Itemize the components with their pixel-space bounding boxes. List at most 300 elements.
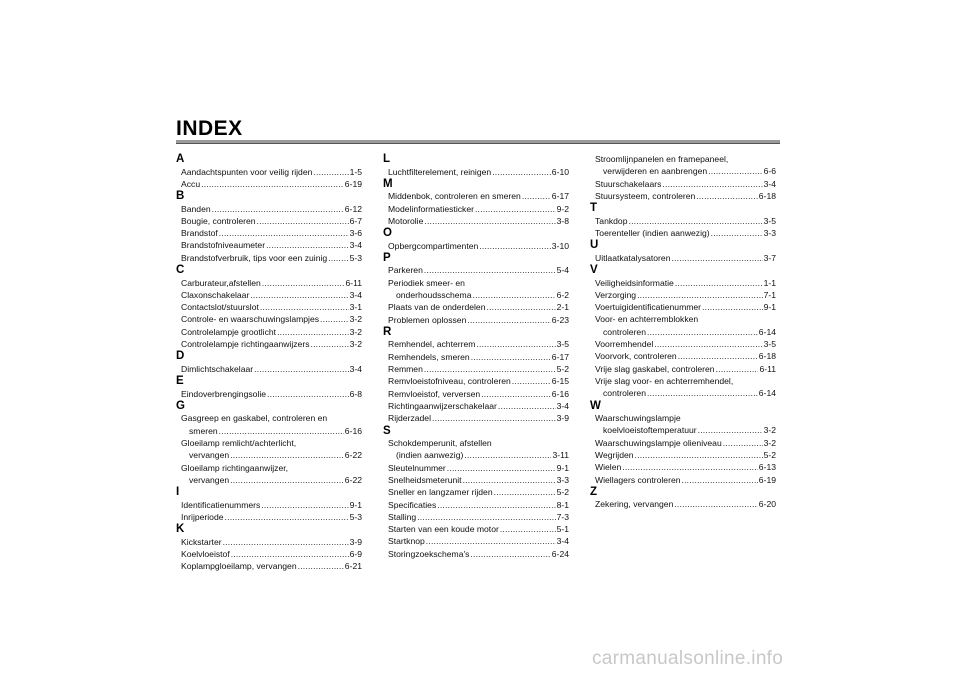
- index-entry-text: Motorolie: [388, 215, 424, 226]
- index-page-number: 6-7: [349, 215, 362, 226]
- index-entry: [176, 363, 362, 375]
- index-page-number: 3-5: [763, 339, 776, 350]
- index-letter-heading: L: [383, 153, 391, 165]
- index-entry-text: Voorvork, controleren: [595, 351, 677, 362]
- index-entry-text: Koelvloeistof: [181, 549, 230, 560]
- index-page-number: 3-11: [552, 450, 569, 461]
- index-page-number: 7-1: [763, 289, 776, 300]
- index-entry: [590, 215, 776, 227]
- index-letter-heading: Z: [590, 485, 598, 498]
- dot-leader: [463, 474, 556, 486]
- index-entry: [383, 240, 569, 252]
- index-letter-heading: A: [176, 153, 185, 165]
- index-entry-text: Wiellagers controleren: [595, 474, 681, 485]
- index-page-number: 3-9: [556, 413, 569, 424]
- index-letter-heading: G: [176, 399, 185, 412]
- dot-leader: [250, 289, 348, 301]
- index-entry-text: Startknop: [388, 536, 425, 547]
- index-page-number: 6-6: [763, 166, 776, 177]
- index-entry: [590, 252, 776, 264]
- index-entry-text: Storingzoekschema's: [388, 548, 470, 559]
- dot-leader: [254, 363, 348, 375]
- index-entry: [176, 227, 362, 239]
- index-entry-heading: Vrije slag voor- en achterremhendel,: [595, 375, 734, 386]
- index-page-number: 6-17: [551, 351, 569, 362]
- index-entry-text: vervangen: [189, 474, 230, 485]
- index-entry-text: controleren: [603, 388, 646, 399]
- index-entry-text: Wegrijden: [595, 449, 634, 460]
- dot-leader: [479, 240, 551, 252]
- index-entry-text: onderhoudsschema: [396, 290, 472, 301]
- index-entry-text: Controlelampje richtingaanwijzers: [181, 339, 310, 350]
- index-entry: [383, 412, 569, 424]
- dot-leader: [494, 486, 556, 498]
- dot-leader: [708, 165, 762, 177]
- index-page-number: 7-3: [556, 511, 569, 522]
- index-entry: [176, 289, 362, 301]
- index-entry: [383, 289, 569, 301]
- index-entry: [176, 178, 362, 190]
- index-entry-text: Kickstarter: [181, 536, 222, 547]
- index-entry-text: Inrijperiode: [181, 512, 224, 523]
- dot-leader: [424, 264, 556, 276]
- index-entry-text: Problemen oplossen: [388, 314, 467, 325]
- index-page-number: 3-2: [349, 326, 362, 337]
- dot-leader: [654, 338, 762, 350]
- dot-leader: [219, 425, 344, 437]
- index-letter-heading: T: [590, 202, 598, 215]
- index-entry-text: verwijderen en aanbrengen: [603, 166, 708, 177]
- index-letter-heading: K: [176, 523, 185, 536]
- dot-leader: [219, 227, 349, 239]
- dot-leader: [426, 535, 556, 547]
- index-entry: [176, 536, 362, 548]
- index-entry-text: Aandachtspunten voor veilig rijden: [181, 166, 313, 177]
- index-entry: [590, 449, 776, 461]
- index-page-number: 5-3: [349, 252, 362, 263]
- index-column-2: [383, 153, 569, 560]
- index-page-number: 6-18: [758, 190, 776, 201]
- index-entry-text: Opbergcompartimenten: [388, 240, 479, 251]
- index-column-3: [590, 153, 776, 511]
- index-entry-heading: Gasgreep en gaskabel, controleren en: [181, 413, 328, 424]
- index-entry: [176, 239, 362, 251]
- index-letter-heading: D: [176, 350, 185, 363]
- index-entry-text: Remvloeistof, verversen: [388, 388, 481, 399]
- index-entry-heading: Gloeilamp richtingaanwijzer,: [181, 462, 288, 473]
- dot-leader: [647, 387, 758, 399]
- dot-leader: [311, 338, 349, 350]
- index-entry-heading: Gloeilamp remlicht/achterlicht,: [181, 438, 297, 449]
- index-entry: [176, 338, 362, 350]
- index-entry-text: Waarschuwingslampje olieniveau: [595, 437, 722, 448]
- index-page-number: 3-4: [763, 178, 776, 189]
- dot-leader: [212, 203, 344, 215]
- index-entry: [590, 437, 776, 449]
- index-entry-text: Dimlichtschakelaar: [181, 363, 254, 374]
- index-page-number: 3-4: [556, 536, 569, 547]
- index-entry: [383, 523, 569, 535]
- dot-leader: [492, 166, 551, 178]
- index-page-number: 5-2: [556, 487, 569, 498]
- index-entry-text: Brandstofverbruik, tips voor een zuinig: [181, 252, 328, 263]
- dot-leader: [261, 499, 348, 511]
- index-entry-text: Richtingaanwijzerschakelaar: [388, 400, 497, 411]
- dot-leader: [475, 203, 556, 215]
- dot-leader: [230, 474, 344, 486]
- index-entry: [383, 338, 569, 350]
- index-entry: [383, 314, 569, 326]
- dot-leader: [473, 289, 556, 301]
- index-page-number: 6-8: [349, 388, 362, 399]
- dot-leader: [328, 252, 348, 264]
- dot-leader: [260, 301, 349, 313]
- index-letter-heading: U: [590, 239, 599, 252]
- index-letter-heading: O: [383, 227, 392, 240]
- index-entry: [590, 338, 776, 350]
- index-entry-text: Verzorging: [595, 289, 637, 300]
- index-entry: [176, 388, 362, 400]
- index-page-number: 5-2: [556, 364, 569, 375]
- index-entry-text: Snelheidsmeterunit: [388, 474, 462, 485]
- index-entry-heading: Schokdemperunit, afstellen: [388, 438, 492, 449]
- dot-leader: [267, 388, 349, 400]
- index-letter-heading: E: [176, 375, 184, 388]
- dot-leader: [675, 277, 763, 289]
- dot-leader: [464, 449, 551, 461]
- dot-leader: [674, 498, 757, 510]
- index-entry: [590, 474, 776, 486]
- index-page-number: 6-16: [551, 388, 569, 399]
- index-entry-text: smeren: [189, 425, 218, 436]
- index-page-number: 9-1: [763, 302, 776, 313]
- index-entry-text: Stuursysteem, controleren: [595, 190, 696, 201]
- index-page-number: 3-4: [349, 240, 362, 251]
- index-page-number: 5-2: [763, 449, 776, 460]
- index-entry-text: Starten van een koude motor: [388, 524, 499, 535]
- index-page-number: 3-1: [349, 302, 362, 313]
- dot-leader: [522, 190, 551, 202]
- index-entry-text: Remvloeistofniveau, controleren: [388, 376, 511, 387]
- dot-leader: [629, 215, 763, 227]
- dot-leader: [266, 239, 349, 251]
- dot-leader: [711, 227, 763, 239]
- index-entry: [590, 461, 776, 473]
- index-page-number: 3-6: [349, 228, 362, 239]
- dot-leader: [486, 301, 555, 313]
- index-page-number: 3-4: [556, 400, 569, 411]
- index-entry: [176, 166, 362, 178]
- index-entry-text: Bougie, controleren: [181, 215, 256, 226]
- index-entry: [590, 350, 776, 362]
- index-page-number: 6-16: [344, 425, 362, 436]
- index-page-number: 6-10: [551, 166, 569, 177]
- index-entry-text: Controle- en waarschuwingslampjes: [181, 314, 320, 325]
- dot-leader: [320, 313, 349, 325]
- index-entry-heading: Periodiek smeer- en: [388, 277, 465, 288]
- index-page-number: 9-1: [556, 462, 569, 473]
- index-page-number: 6-19: [344, 178, 362, 189]
- index-entry: [590, 165, 776, 177]
- index-page-number: 6-11: [345, 277, 362, 288]
- index-page-number: 6-14: [758, 388, 776, 399]
- index-page-number: 3-9: [349, 536, 362, 547]
- dot-leader: [682, 474, 758, 486]
- index-entry: [590, 227, 776, 239]
- index-page-number: 3-8: [556, 215, 569, 226]
- index-page-number: 6-12: [344, 203, 362, 214]
- dot-leader: [432, 412, 556, 424]
- index-entry-text: Eindoverbrengingsolie: [181, 388, 267, 399]
- index-entry: [590, 301, 776, 313]
- index-entry: [383, 166, 569, 178]
- index-page-number: 3-7: [763, 252, 776, 263]
- index-page-number: 3-5: [763, 215, 776, 226]
- dot-leader: [424, 363, 556, 375]
- dot-leader: [230, 449, 344, 461]
- index-entry-text: Sleutelnummer: [388, 462, 446, 473]
- index-page-number: 3-5: [556, 339, 569, 350]
- index-entry-text: Brandstof: [181, 228, 218, 239]
- index-entry-text: Wielen: [595, 462, 622, 473]
- watermark: carmanualsonline.info: [592, 648, 784, 669]
- index-letter-heading: I: [176, 486, 180, 499]
- index-entry-heading: Voor- en achterremblokken: [595, 314, 699, 325]
- index-entry: [383, 400, 569, 412]
- dot-leader: [622, 461, 758, 473]
- index-page-number: 6-23: [551, 314, 569, 325]
- index-page-number: 5-1: [556, 524, 569, 535]
- dot-leader: [201, 178, 344, 190]
- index-entry-text: Controlelampje grootlicht: [181, 326, 277, 337]
- index-letter-heading: R: [383, 325, 392, 338]
- dot-leader: [635, 449, 763, 461]
- index-entry-text: Uitlaatkatalysatoren: [595, 252, 671, 263]
- dot-leader: [723, 437, 763, 449]
- page-title: INDEX: [176, 117, 243, 140]
- dot-leader: [481, 388, 551, 400]
- index-entry-text: (indien aanwezig): [396, 450, 464, 461]
- index-entry: [176, 449, 362, 461]
- index-page-number: 9-1: [349, 499, 362, 510]
- index-entry-text: Banden: [181, 203, 211, 214]
- index-page-number: 6-9: [349, 549, 362, 560]
- index-entry: [590, 498, 776, 510]
- index-entry: [383, 363, 569, 375]
- dot-leader: [424, 215, 555, 227]
- index-page-number: 6-22: [344, 450, 362, 461]
- index-entry-text: Veiligheidsinformatie: [595, 277, 674, 288]
- index-entry-text: Luchtfilterelement, reinigen: [388, 166, 492, 177]
- index-page-number: 6-20: [758, 499, 776, 510]
- index-entry: [383, 449, 569, 461]
- index-page-number: 3-3: [763, 227, 776, 238]
- dot-leader: [696, 190, 757, 202]
- index-entry-text: Stuurschakelaars: [595, 178, 662, 189]
- dot-leader: [223, 536, 349, 548]
- index-page-number: 6-2: [556, 290, 569, 301]
- index-entry-text: Claxonschakelaar: [181, 289, 250, 300]
- dot-leader: [262, 277, 345, 289]
- index-entry: [176, 277, 362, 289]
- index-page-number: 6-18: [758, 351, 776, 362]
- dot-leader: [417, 511, 555, 523]
- dot-leader: [467, 314, 550, 326]
- index-entry-text: Remmen: [388, 364, 423, 375]
- dot-leader: [678, 350, 758, 362]
- index-entry-text: Rijderzadel: [388, 413, 431, 424]
- index-entry: [590, 178, 776, 190]
- index-entry-text: Carburateur,afstellen: [181, 277, 261, 288]
- index-entry: [176, 301, 362, 313]
- dot-leader: [231, 548, 349, 560]
- index-page-number: 6-17: [551, 191, 569, 202]
- index-page-number: 3-2: [763, 437, 776, 448]
- index-entry-text: vervangen: [189, 450, 230, 461]
- index-entry: [383, 548, 569, 560]
- index-page-number: 3-3: [556, 474, 569, 485]
- index-entry: [590, 363, 776, 375]
- index-entry: [383, 388, 569, 400]
- index-column-1: [176, 153, 362, 573]
- index-page-number: 5-4: [556, 265, 569, 276]
- index-entry: [590, 387, 776, 399]
- index-entry: [383, 474, 569, 486]
- index-letter-heading: W: [590, 399, 601, 412]
- index-entry-text: Plaats van de onderdelen: [388, 302, 486, 313]
- dot-leader: [470, 548, 550, 560]
- index-letter-heading: P: [383, 251, 391, 264]
- dot-leader: [512, 375, 551, 387]
- index-page-number: 3-2: [349, 339, 362, 350]
- dot-leader: [702, 301, 763, 313]
- index-entry: [176, 474, 362, 486]
- index-entry-text: koelvloeistoftemperatuur: [603, 425, 697, 436]
- dot-leader: [257, 215, 349, 227]
- index-entry-text: Contactslot/stuurslot: [181, 302, 259, 313]
- index-page-number: 3-10: [551, 240, 569, 251]
- index-entry: [176, 548, 362, 560]
- index-page-number: 6-11: [759, 363, 776, 374]
- index-entry-text: Brandstofniveaumeter: [181, 240, 266, 251]
- index-page-number: 1-1: [763, 277, 776, 288]
- index-page-number: 6-22: [344, 474, 362, 485]
- dot-leader: [225, 511, 349, 523]
- index-entry-heading: Stroomlijnpanelen en framepaneel,: [595, 154, 729, 164]
- index-entry-text: Remhendels, smeren: [388, 351, 470, 362]
- index-entry: [176, 511, 362, 523]
- index-letter-heading: V: [590, 264, 598, 277]
- dot-leader: [498, 400, 556, 412]
- index-entry: [383, 462, 569, 474]
- index-entry: [590, 326, 776, 338]
- index-entry-text: Tankdop: [595, 215, 628, 226]
- dot-leader: [437, 499, 555, 511]
- index-page-number: 6-24: [551, 548, 569, 559]
- index-entry: [383, 190, 569, 202]
- dot-leader: [313, 166, 348, 178]
- index-entry-text: Sneller en langzamer rijden: [388, 487, 493, 498]
- index-entry: [383, 215, 569, 227]
- index-letter-heading: M: [383, 177, 393, 190]
- index-entry-text: controleren: [603, 326, 646, 337]
- index-entry-text: Identificatienummers: [181, 499, 261, 510]
- index-entry-text: Remhendel, achterrem: [388, 339, 476, 350]
- index-entry-text: Vrije slag gaskabel, controleren: [595, 363, 715, 374]
- index-page-number: 2-1: [556, 302, 569, 313]
- index-entry: [590, 190, 776, 202]
- index-entry: [383, 301, 569, 313]
- index-entry: [176, 203, 362, 215]
- index-entry: [176, 560, 362, 572]
- index-entry: [590, 289, 776, 301]
- index-page-number: 1-5: [349, 166, 362, 177]
- index-page-number: 6-13: [758, 462, 776, 473]
- index-page-number: 6-15: [551, 376, 569, 387]
- dot-leader: [671, 252, 762, 264]
- index-entry: [383, 375, 569, 387]
- index-page-number: 3-2: [763, 425, 776, 436]
- index-letter-heading: S: [383, 424, 391, 437]
- index-entry: [176, 326, 362, 338]
- dot-leader: [447, 462, 556, 474]
- index-entry-text: Koplampgloeilamp, vervangen: [181, 561, 297, 572]
- dot-leader: [500, 523, 556, 535]
- index-page-number: 5-3: [349, 512, 362, 523]
- index-entry: [176, 313, 362, 325]
- index-entry-text: Zekering, vervangen: [595, 499, 674, 510]
- dot-leader: [716, 363, 759, 375]
- index-entry: [383, 203, 569, 215]
- index-entry-text: Parkeren: [388, 265, 423, 276]
- index-entry: [383, 499, 569, 511]
- index-entry: [176, 425, 362, 437]
- index-page-number: 6-19: [758, 474, 776, 485]
- dot-leader: [298, 560, 344, 572]
- index-entry-text: Stalling: [388, 511, 417, 522]
- index-page-number: 3-4: [349, 289, 362, 300]
- index-entry-text: Specificaties: [388, 499, 437, 510]
- index-entry-text: Accu: [181, 178, 201, 189]
- index-entry: [383, 264, 569, 276]
- dot-leader: [471, 351, 551, 363]
- index-entry-text: Voorremhendel: [595, 339, 654, 350]
- index-letter-heading: C: [176, 264, 185, 277]
- index-entry-text: Toerenteller (indien aanwezig): [595, 227, 710, 238]
- index-entry-heading: Waarschuwingslampje: [595, 413, 681, 424]
- index-page-number: 6-14: [758, 326, 776, 337]
- index-entry: [590, 424, 776, 436]
- dot-leader: [476, 338, 555, 350]
- index-entry: [176, 499, 362, 511]
- index-entry: [176, 252, 362, 264]
- index-page-number: 6-21: [344, 561, 362, 572]
- index-letter-heading: B: [176, 190, 185, 203]
- index-entry: [590, 277, 776, 289]
- index-page-number: 3-2: [349, 314, 362, 325]
- index-entry-text: Middenbok, controleren en smeren: [388, 191, 521, 202]
- index-entry: [383, 535, 569, 547]
- index-page-number: 8-1: [556, 499, 569, 510]
- index-entry: [383, 351, 569, 363]
- index-entry: [383, 486, 569, 498]
- dot-leader: [647, 326, 758, 338]
- title-rule: [176, 140, 780, 144]
- dot-leader: [662, 178, 762, 190]
- dot-leader: [637, 289, 762, 301]
- index-page-number: 3-4: [349, 363, 362, 374]
- index-entry-text: Modelinformatiesticker: [388, 203, 474, 214]
